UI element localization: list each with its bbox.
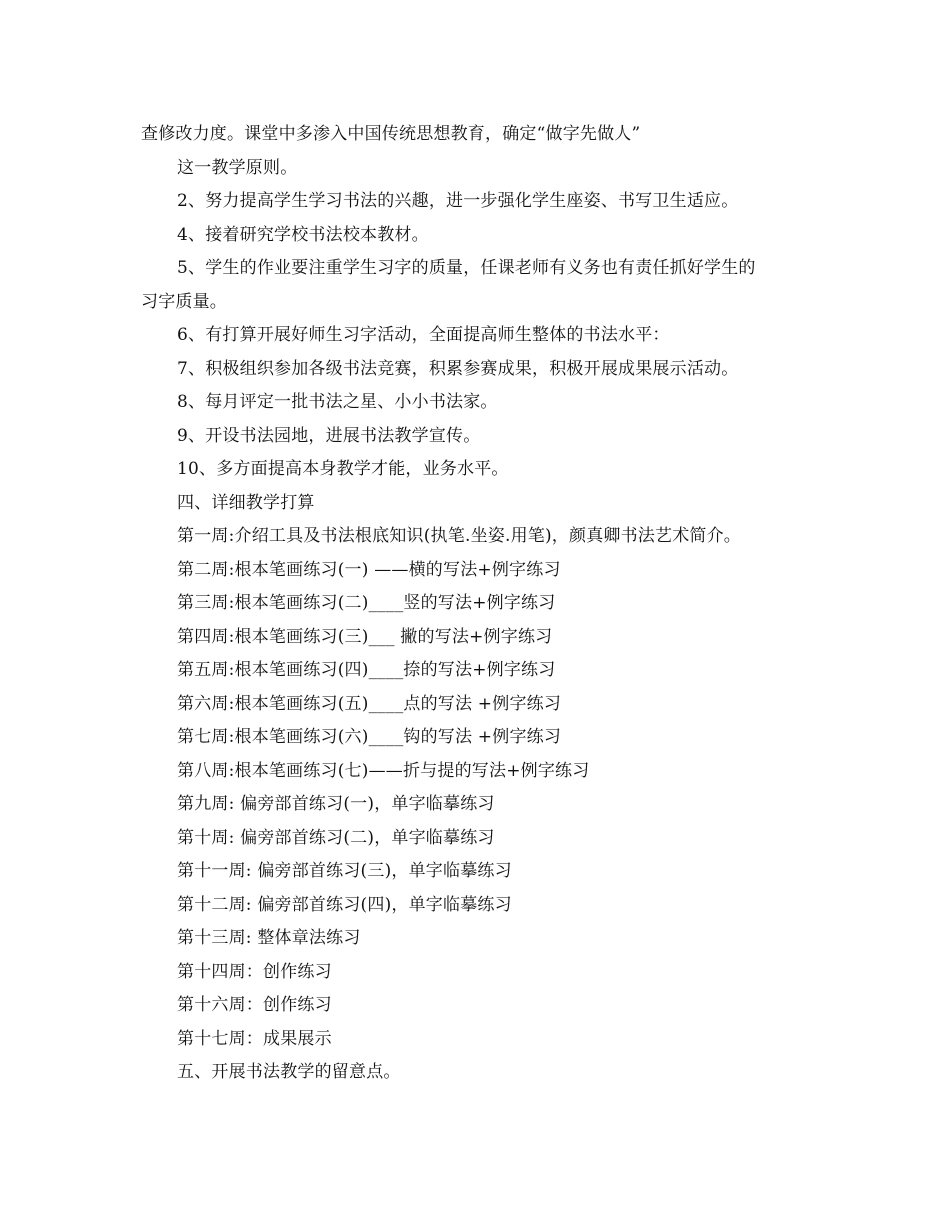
section-heading: 五、开展书法教学的留意点。 xyxy=(177,1062,401,1082)
schedule-item: 第一周:介绍工具及书法根底知识(执笔.坐姿.用笔)，颜真卿书法艺术简介。 xyxy=(177,526,741,546)
list-item: 4、接着研究学校书法校本教材。 xyxy=(177,224,429,245)
schedule-item: 第二周:根本笔画练习(一) ——横的写法+例字练习 xyxy=(177,559,561,580)
text-line: 习字质量。 xyxy=(141,291,227,312)
schedule-item: 第四周:根本笔画练习(三)___ 撇的写法+例字练习 xyxy=(177,626,553,647)
schedule-item: 第十一周: 偏旁部首练习(三)，单字临摹练习 xyxy=(177,861,512,881)
list-item: 8、每月评定一批书法之星、小小书法家。 xyxy=(177,392,498,412)
schedule-item: 第五周:根本笔画练习(四)____捺的写法+例字练习 xyxy=(177,660,556,680)
schedule-item: 第十周: 偏旁部首练习(二)，单字临摹练习 xyxy=(177,827,495,848)
section-heading: 四、详细教学打算 xyxy=(177,492,315,513)
schedule-item: 第十三周: 整体章法练习 xyxy=(177,928,361,948)
schedule-item: 第十六周：创作练习 xyxy=(177,995,332,1015)
schedule-item: 第十四周：创作练习 xyxy=(177,961,332,982)
list-item: 6、有打算开展好师生习字活动，全面提高师生整体的书法水平： xyxy=(177,325,670,345)
list-item: 10、多方面提高本身教学才能，业务水平。 xyxy=(177,459,509,479)
schedule-item: 第三周:根本笔画练习(二)____竖的写法+例字练习 xyxy=(177,593,556,613)
schedule-item: 第八周:根本笔画练习(七)——折与提的写法+例字练习 xyxy=(177,760,590,781)
list-item: 2、努力提高学生学习书法的兴趣，进一步强化学生座姿、书写卫生适应。 xyxy=(177,191,739,211)
list-item: 5、学生的作业要注重学生习字的质量，任课老师有义务也有责任抓好学生的 xyxy=(177,258,756,278)
text-line: 这一教学原则。 xyxy=(177,157,298,178)
list-item: 7、积极组织参加各级书法竞赛，积累参赛成果，积极开展成果展示活动。 xyxy=(177,358,739,379)
schedule-item: 第九周: 偏旁部首练习(一)，单字临摹练习 xyxy=(177,794,495,814)
schedule-item: 第十七周：成果展示 xyxy=(177,1028,332,1049)
list-item: 9、开设书法园地，进展书法教学宣传。 xyxy=(177,425,481,446)
text-line: 查修改力度。课堂中多渗入中国传统思想教育，确定“做字先做人” xyxy=(141,124,641,144)
schedule-item: 第十二周: 偏旁部首练习(四)，单字临摹练习 xyxy=(177,894,512,915)
schedule-item: 第六周:根本笔画练习(五)____点的写法 +例字练习 xyxy=(177,693,562,714)
schedule-item: 第七周:根本笔画练习(六)____钩的写法 +例字练习 xyxy=(177,727,562,747)
document-body xyxy=(141,118,821,1090)
